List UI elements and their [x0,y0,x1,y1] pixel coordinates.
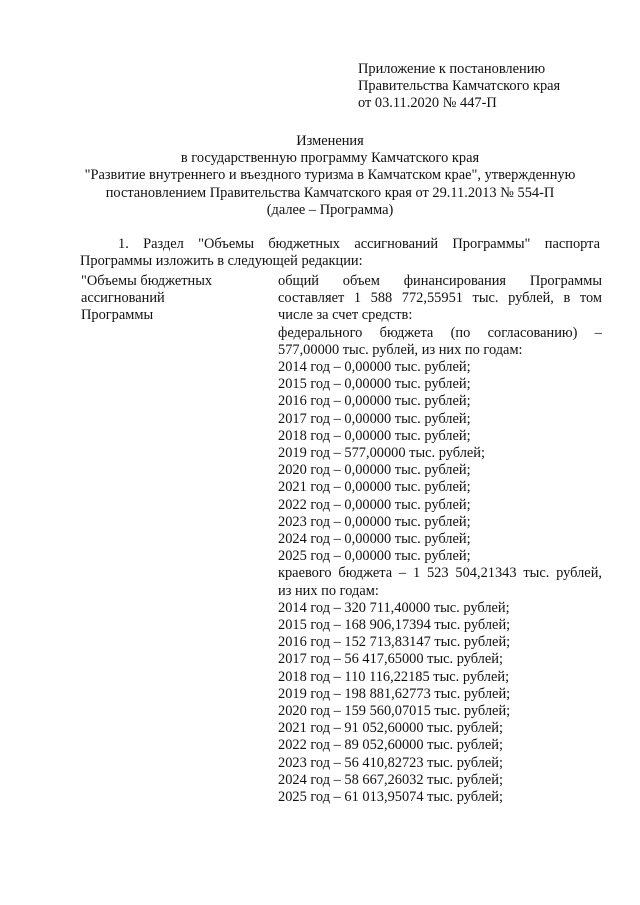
intro-line: Программы изложить в следующей редакции: [80,253,363,270]
regional-year-line: 2016 год – 152 713,83147 тыс. рублей; [278,634,511,651]
regional-year-line: 2019 год – 198 881,62773 тыс. рублей; [278,685,511,702]
heading-line: "Развитие внутреннего и въездного туризма в Камчатском крае", утвержденную [84,167,576,184]
federal-year-line: 2015 год – 0,00000 тыс. рублей; [278,376,471,393]
regional-line: краевого бюджета – 1 523 504,21343 тыс. рублей, [278,565,602,582]
federal-line: федерального бюджета (по согласованию) – [278,324,602,341]
document-heading [60,133,600,219]
regional-line: из них по годам: [278,582,379,599]
section-label-line: ассигнований [81,290,165,307]
approval-line: от 03.11.2020 № 447-П [358,95,497,112]
federal-year-line: 2017 год – 0,00000 тыс. рублей; [278,410,471,427]
federal-year-line: 2022 год – 0,00000 тыс. рублей; [278,496,471,513]
regional-year-line: 2022 год – 89 052,60000 тыс. рублей; [278,737,503,754]
federal-year-line: 2014 год – 0,00000 тыс. рублей; [278,359,471,376]
approval-line: Правительства Камчатского края [358,78,561,95]
federal-year-line: 2023 год – 0,00000 тыс. рублей; [278,513,471,530]
total-line: общий объем финансирования Программы [278,273,602,289]
heading-line: (далее – Программа) [266,201,394,218]
heading-line: в государственную программу Камчатского края [180,150,480,167]
federal-year-line: 2018 год – 0,00000 тыс. рублей; [278,427,471,444]
intro-paragraph [80,236,600,270]
regional-year-line: 2018 год – 110 116,22185 тыс. рублей; [278,668,510,685]
heading-line: постановлением Правительства Камчатского края от 29.11.2013 № 554-П [105,184,555,201]
regional-year-line: 2024 год – 58 667,26032 тыс. рублей; [278,771,503,788]
total-line: числе за счет средств: [278,307,413,324]
regional-year-line: 2014 год – 320 711,40000 тыс. рублей; [278,599,510,616]
heading-line: Изменения [296,133,364,149]
federal-year-line: 2019 год – 577,00000 тыс. рублей; [278,445,485,462]
regional-year-line: 2015 год – 168 906,17394 тыс. рублей; [278,617,511,634]
regional-year-line: 2017 год – 56 417,65000 тыс. рублей; [278,651,503,668]
section-label-line: Программы [81,307,154,324]
federal-year-line: 2024 год – 0,00000 тыс. рублей; [278,531,471,548]
funding-details [278,273,602,806]
section-label-line: "Объемы бюджетных [81,273,213,289]
regional-year-line: 2023 год – 56 410,82723 тыс. рублей; [278,754,503,771]
federal-year-line: 2016 год – 0,00000 тыс. рублей; [278,393,471,410]
approval-block [358,61,618,113]
regional-year-line: 2025 год – 61 013,95074 тыс. рублей; [278,789,503,806]
federal-line: 577,00000 тыс. рублей, из них по годам: [278,341,523,358]
regional-year-line: 2021 год – 91 052,60000 тыс. рублей; [278,720,503,737]
intro-line: 1. Раздел "Объемы бюджетных ассигнований Программы" паспорта [118,236,600,252]
federal-year-line: 2020 год – 0,00000 тыс. рублей; [278,462,471,479]
federal-year-line: 2025 год – 0,00000 тыс. рублей; [278,548,471,565]
section-label [81,273,256,325]
regional-year-line: 2020 год – 159 560,07015 тыс. рублей; [278,703,511,720]
federal-year-line: 2021 год – 0,00000 тыс. рублей; [278,479,471,496]
approval-line: Приложение к постановлению [358,61,546,77]
total-line: составляет 1 588 772,55951 тыс. рублей, в том [278,290,602,307]
